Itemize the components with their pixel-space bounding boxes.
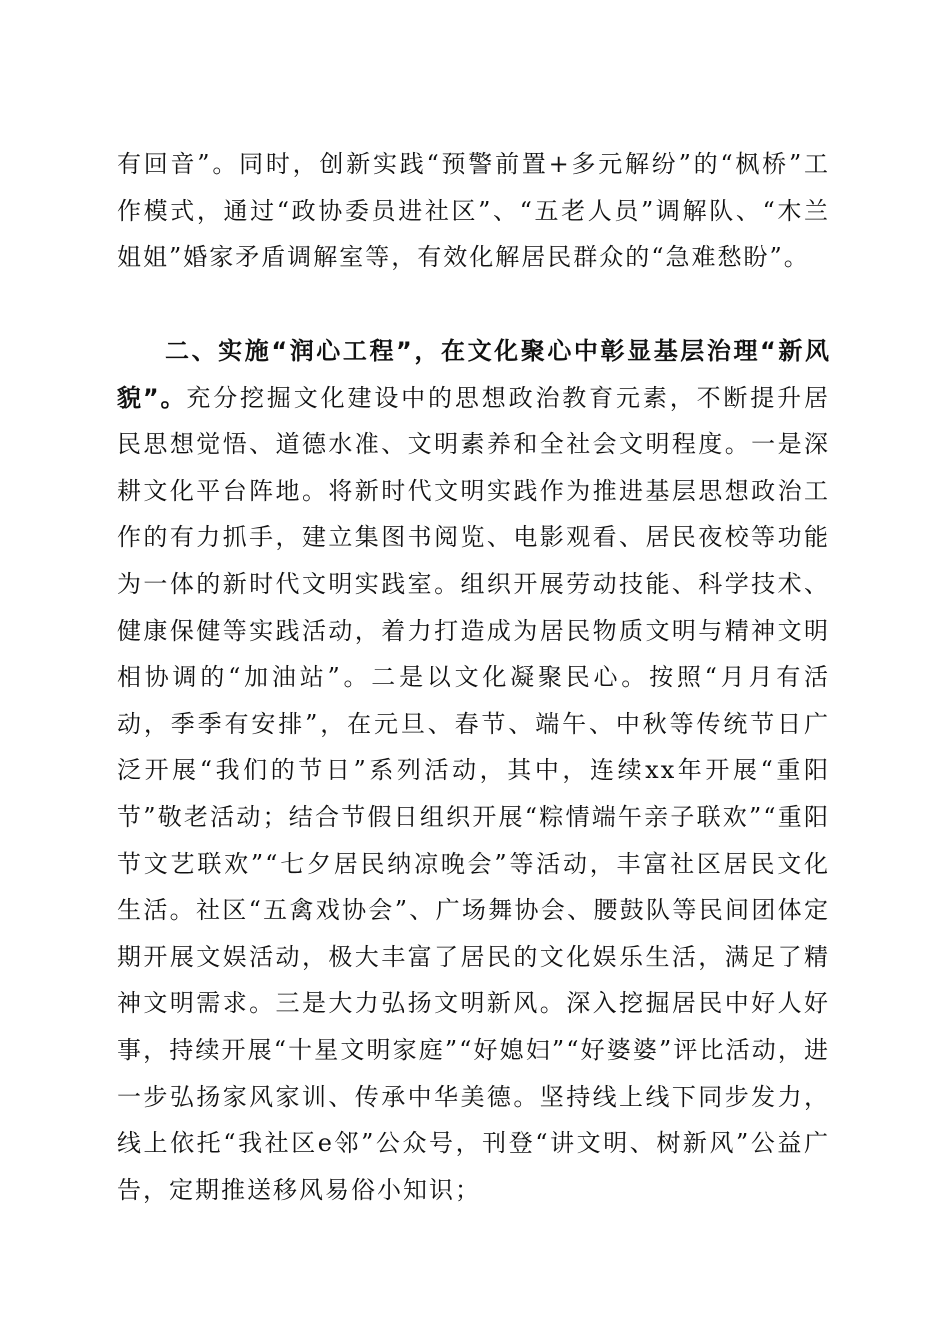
section-heading: 二、实施“润心工程”，在文化聚心中彰显基层治理“新风貌”。 <box>117 337 830 412</box>
paragraph-2-body: 充分挖掘文化建设中的思想政治教育元素，不断提升居民思想觉悟、道德水准、文明素养和全社会文明程度。一是深耕文化平台阵地。将新时代文明实践作为推进基层思想政治工作的有力抓手，建立集图书阅览、电影观看、居民夜校等功能为一体的新时代文明实践室。组织开展劳动技能、科学技术、健康保健等实践活动，着力打造成为居民物质文明与精神文明相协调的“加油站”。二是以文化凝聚民心。按照“月月有活动，季季有安排”，在元旦、春节、端午、中秋等传统节日广泛开展“我们的节日”系列活动，其中，连续xx年开展“重阳节”敬老活动；结合节假日组织开展“粽情端午亲子联欢”“重阳节文艺联欢”“七夕居民纳凉晚会”等活动，丰富社区居民文化生活。社区“五禽戏协会”、广场舞协会、腰鼓队等民间团体定期开展文娱活动，极大丰富了居民的文化娱乐生活，满足了精神文明需求。三是大力弘扬文明新风。深入挖掘居民中好人好事，持续开展“十星文明家庭”“好媳妇”“好婆婆”评比活动，进一步弘扬家风家训、传承中华美德。坚持线上线下同步发力，线上依托“我社区e邻”公众号，刊登“讲文明、树新风”公益广告，定期推送移风易俗小知识； <box>117 383 830 1204</box>
paragraph-2 <box>117 328 830 1213</box>
paragraph-1: 有回音”。同时，创新实践“预警前置+多元解纷”的“枫桥”工作模式，通过“政协委员进社区”、“五老人员”调解队、“木兰姐姐”婚家矛盾调解室等，有效化解居民群众的“急难愁盼”。 <box>117 150 830 272</box>
